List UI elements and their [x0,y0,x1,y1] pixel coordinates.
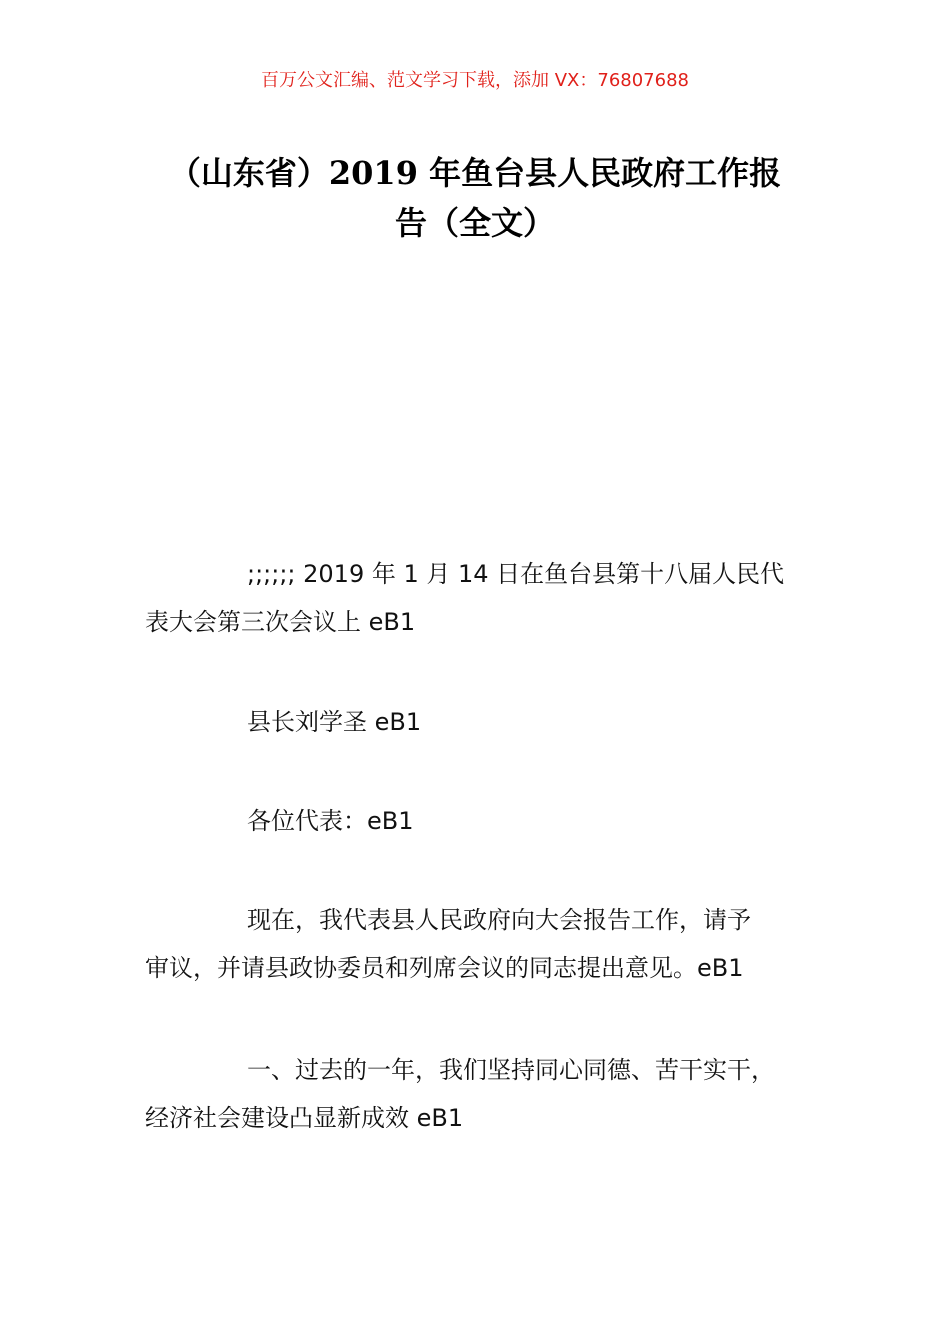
paragraph-line: 现在，我代表县人民政府向大会报告工作，请予 [247,906,751,934]
paragraph-meeting-info [145,550,835,646]
paragraph-line: 各位代表：eB1 [247,807,414,835]
paragraph-opening [145,896,835,992]
paragraph-line: 审议，并请县政协委员和列席会议的同志提出意见。eB1 [145,954,744,982]
paragraph-salutation [145,797,835,845]
paragraph-line: ;;;;;; 2019 年 1 月 14 日在鱼台县第十八届人民代 [247,560,785,588]
paragraph-line: 表大会第三次会议上 eB1 [145,608,416,636]
paragraph-speaker [145,698,835,746]
title-line-2: 告（全文） [394,204,555,242]
paragraph-line: 经济社会建设凸显新成效 eB1 [145,1104,464,1132]
paragraph-line: 县长刘学圣 eB1 [247,708,422,736]
paragraph-line: 一、过去的一年，我们坚持同心同德、苦干实干， [247,1056,775,1084]
paragraph-section-heading [145,1046,835,1142]
title-line-1: （山东省）2019 年鱼台县人民政府工作报 [168,154,782,192]
header-watermark-note: 百万公文汇编、范文学习下载，添加 VX：76807688 [261,70,689,91]
document-title [130,148,820,248]
